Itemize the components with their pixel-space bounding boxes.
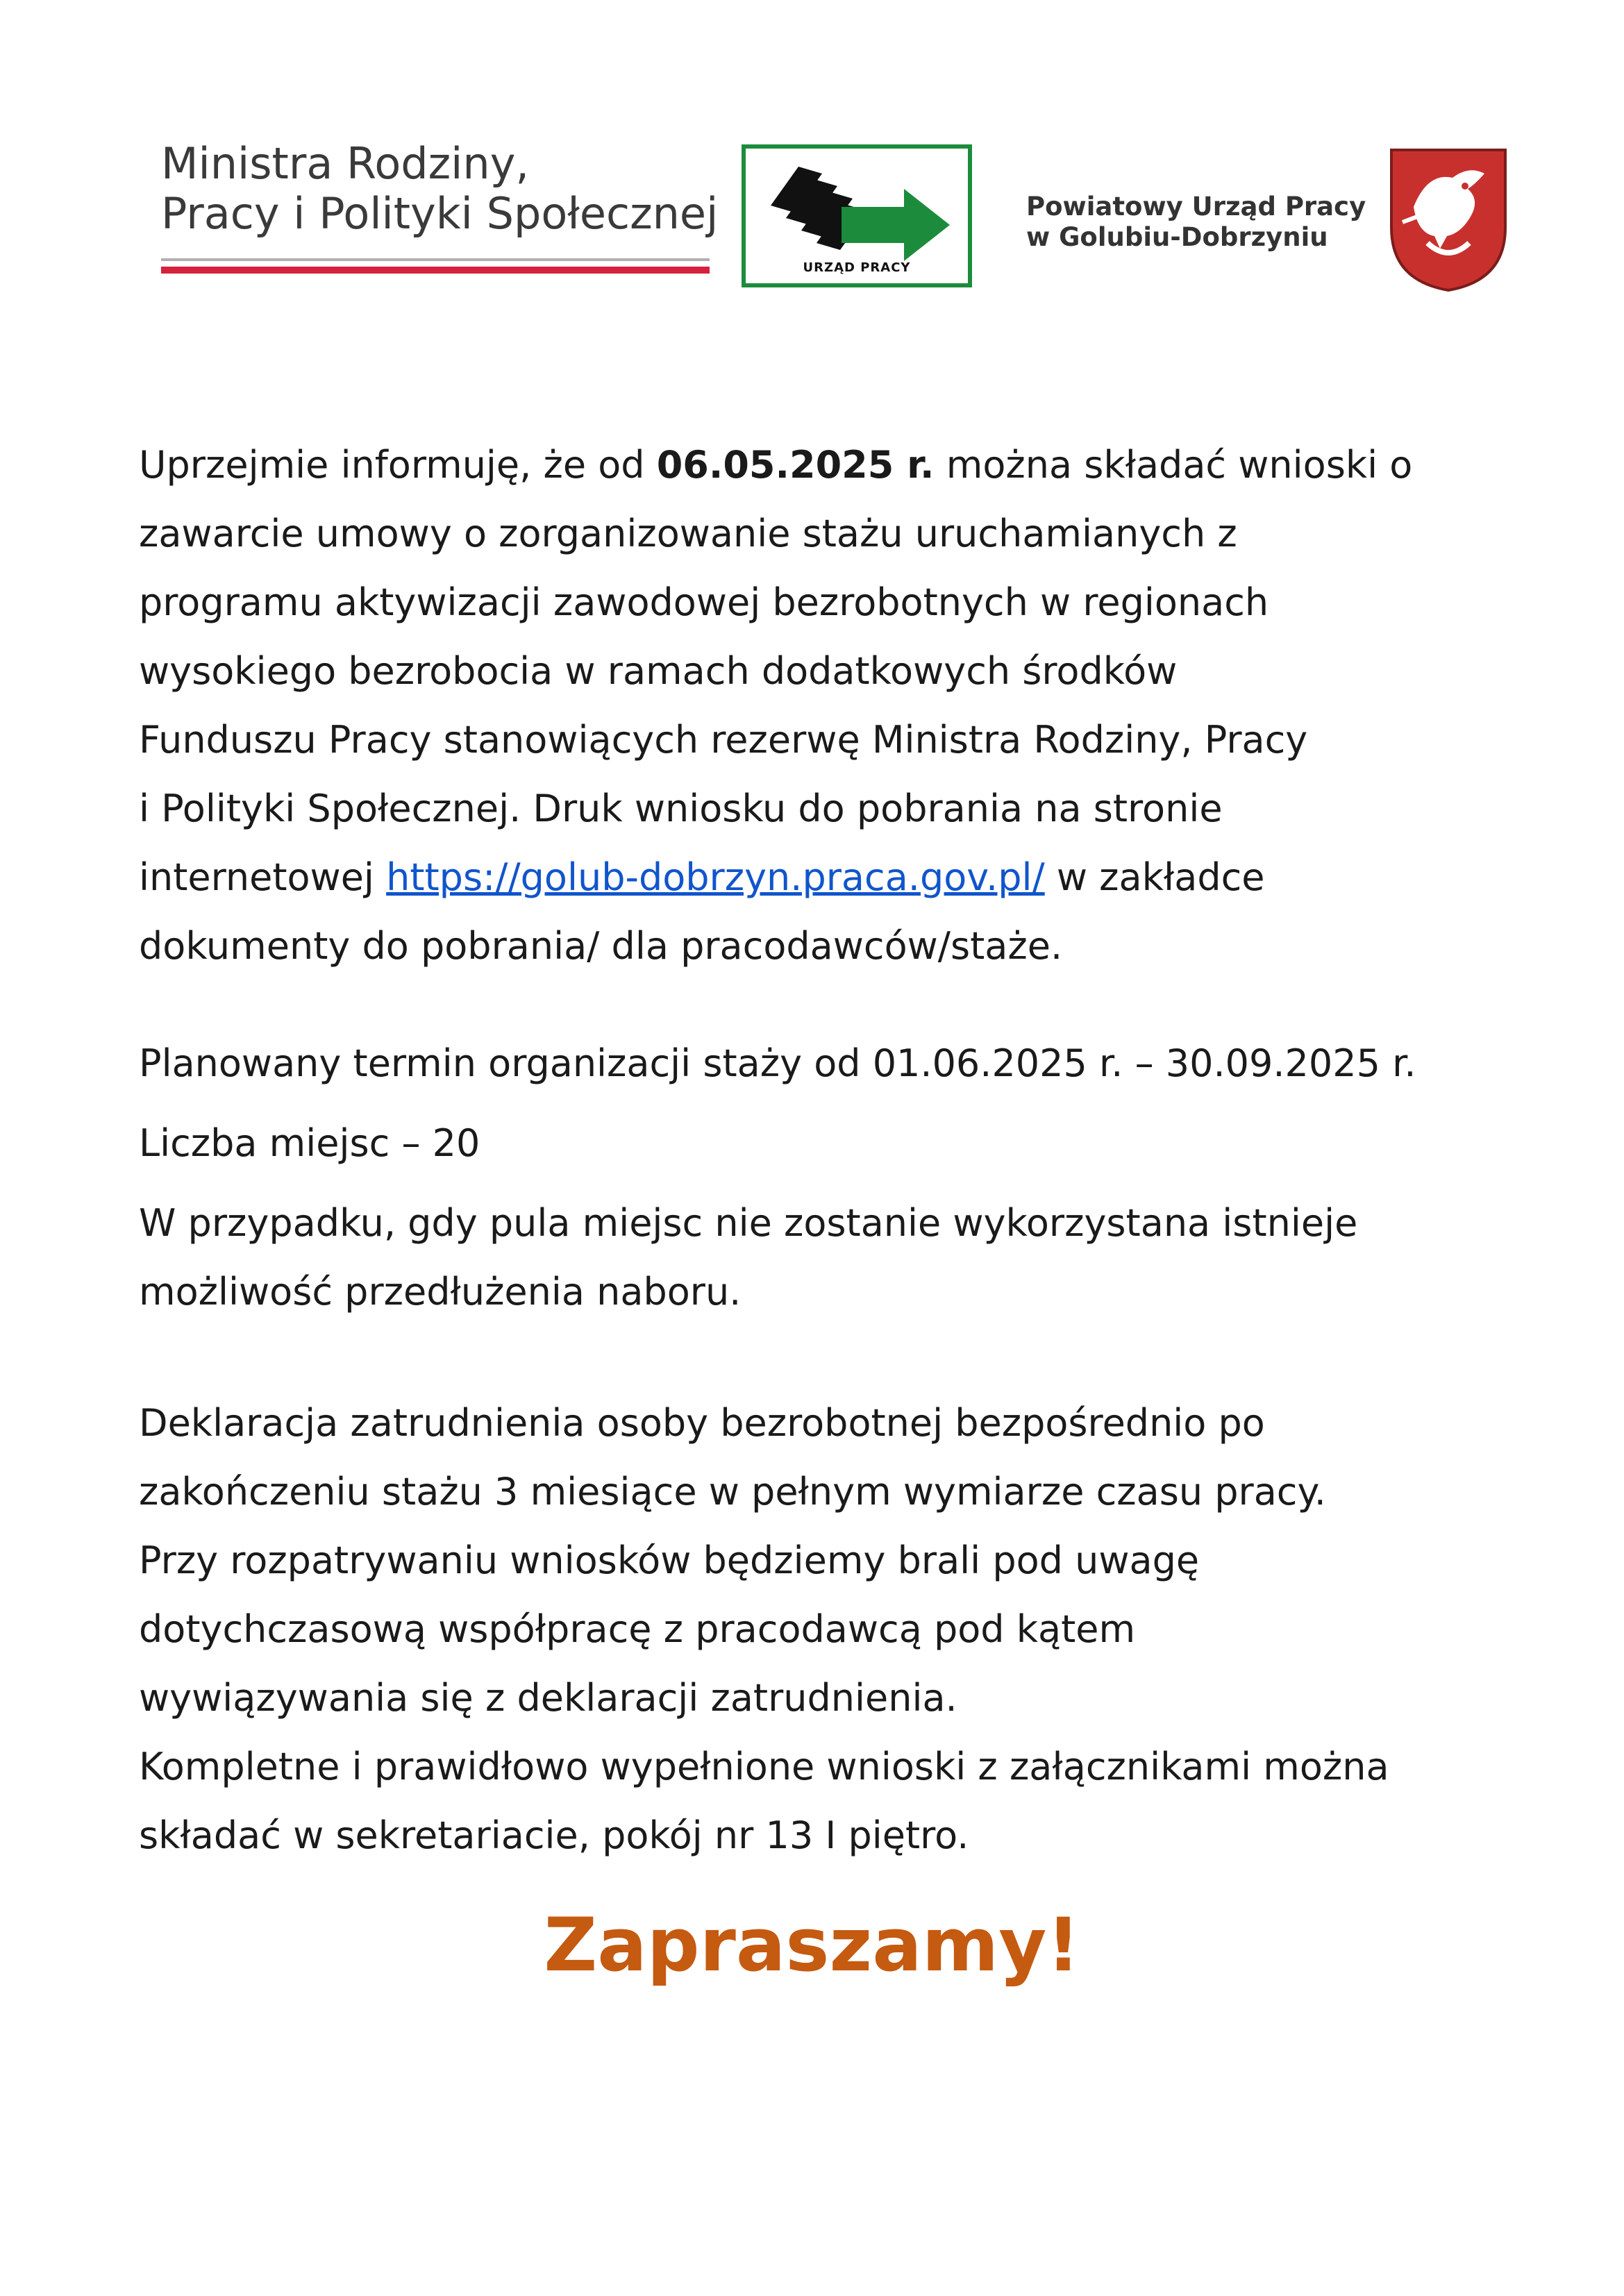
- text-line: wywiązywania się z deklaracji zatrudnienia.: [139, 1676, 957, 1720]
- paragraph-places: [139, 1109, 1500, 1178]
- paragraph-term: [139, 1029, 1500, 1098]
- pup-name: [1026, 192, 1366, 253]
- text-span: Uprzejmie informuję, że od: [139, 443, 657, 487]
- start-date: 06.05.2025 r.: [656, 443, 935, 487]
- text-line: dokumenty do pobrania/ dla pracodawców/staże.: [139, 924, 1063, 968]
- number-of-places: Liczba miejsc – 20: [139, 1121, 480, 1165]
- text-span: w zakładce: [1044, 855, 1265, 899]
- text-span: można składać wnioski o: [934, 443, 1413, 487]
- text-line: składać w sekretariacie, pokój nr 13 I piętro.: [139, 1813, 969, 1857]
- ministry-flag-rule: [161, 258, 710, 274]
- announcement-body: [139, 430, 1500, 1870]
- text-line: i Polityki Społecznej. Druk wniosku do pobrania na stronie: [139, 787, 1223, 830]
- ministry-name-line1: Ministra Rodziny,: [161, 138, 530, 189]
- text-line: Przy rozpatrywaniu wniosków będziemy brali pod uwagę: [139, 1539, 1200, 1582]
- coat-of-arms-icon: [1386, 144, 1511, 294]
- paragraph-declaration: [139, 1389, 1500, 1870]
- text-line: Funduszu Pracy stanowiących rezerwę Ministra Rodziny, Pracy: [139, 718, 1308, 762]
- text-line: [139, 843, 1500, 912]
- text-line: programu aktywizacji zawodowej bezrobotnych w regionach: [139, 580, 1269, 624]
- header: [0, 0, 1624, 333]
- text-line: możliwość przedłużenia naboru.: [139, 1270, 742, 1314]
- pup-name-line2: w Golubiu-Dobrzyniu: [1026, 222, 1328, 252]
- text-line: Kompletne i prawidłowo wypełnione wnioski z załącznikami można: [139, 1745, 1389, 1788]
- internship-term: Planowany termin organizacji staży od 01.06.2025 r. – 30.09.2025 r.: [139, 1041, 1416, 1085]
- text-line: dotychczasową współpracę z pracodawcą pod kątem: [139, 1607, 1136, 1651]
- closing-invitation: Zapraszamy!: [544, 1902, 1080, 1988]
- paragraph-intro: [139, 430, 1500, 980]
- pup-name-line1: Powiatowy Urząd Pracy: [1026, 192, 1366, 221]
- up-logo: [742, 144, 972, 287]
- up-logo-caption: URZĄD PRACY: [803, 260, 911, 275]
- text-line: Deklaracja zatrudnienia osoby bezrobotnej bezpośrednio po: [139, 1401, 1265, 1445]
- up-arrow-logo-icon: [758, 157, 960, 261]
- ministry-logo: [161, 139, 717, 239]
- text-span: internetowej: [139, 855, 387, 899]
- text-line: wysokiego bezrobocia w ramach dodatkowych środków: [139, 649, 1178, 693]
- text-line: W przypadku, gdy pula miejsc nie zostanie wykorzystana istnieje: [139, 1201, 1358, 1245]
- website-link[interactable]: https://golub-dobrzyn.praca.gov.pl/: [386, 855, 1045, 899]
- paragraph-extension: [139, 1189, 1500, 1326]
- text-line: [139, 430, 1500, 499]
- text-line: zakończeniu stażu 3 miesiące w pełnym wymiarze czasu pracy.: [139, 1470, 1326, 1514]
- text-line: zawarcie umowy o zorganizowanie stażu uruchamianych z: [139, 512, 1237, 555]
- ministry-name-line2: Pracy i Polityki Społecznej: [161, 188, 719, 239]
